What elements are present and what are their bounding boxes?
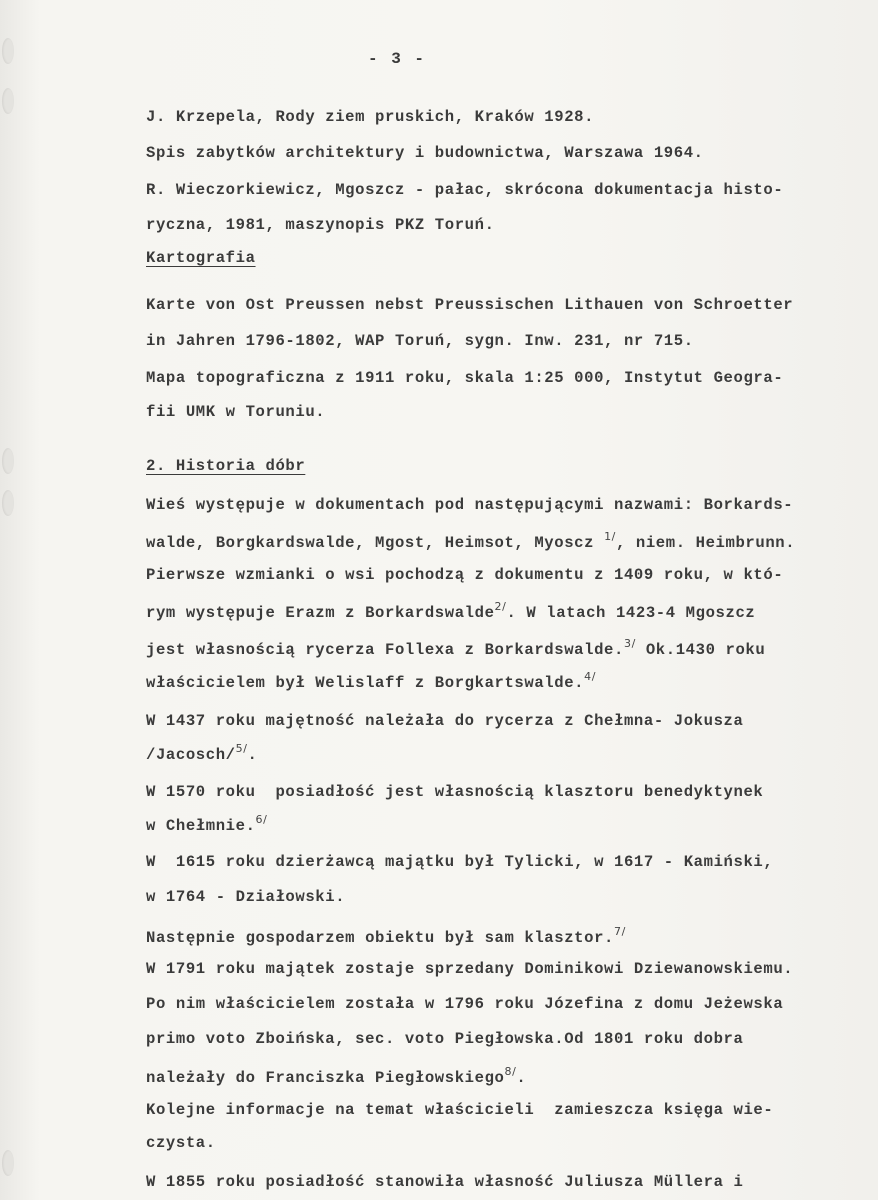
footnote-marker: 6/ bbox=[255, 813, 268, 826]
cartography-line: Karte von Ost Preussen nebst Preussischen Lithauen von Schroetter bbox=[146, 296, 794, 314]
history-line: Pierwsze wzmianki o wsi pochodzą z dokumentu z 1409 roku, w któ- bbox=[146, 566, 784, 584]
history-line: należały do Franciszka Piegłowskiego$^{8/}$. bbox=[146, 1065, 527, 1087]
bibliography-line: R. Wieczorkiewicz, Mgoszcz - pałac, skrócona dokumentacja histo- bbox=[146, 181, 784, 199]
section-heading-cartography: Kartografia bbox=[146, 249, 256, 267]
history-line: W 1855 roku posiadłość stanowiła własność Juliusza Müllera i bbox=[146, 1173, 744, 1191]
page-number: - 3 - bbox=[368, 50, 427, 68]
history-line: W 1437 roku majętność należała do rycerza z Chełmna- Jokusza bbox=[146, 712, 744, 730]
history-line: walde, Borgkardswalde, Mgost, Heimsot, Myoscz $^{1/}$, niem. Heimbrunn. bbox=[146, 530, 796, 552]
section-heading-history: 2. Historia dóbr bbox=[146, 457, 306, 475]
footnote-marker: 7/ bbox=[614, 925, 626, 938]
history-line: W 1615 roku dzierżawcą majątku był Tylicki, w 1617 - Kamiński, bbox=[146, 853, 774, 871]
cartography-line: Mapa topograficzna z 1911 roku, skala 1:25 000, Instytut Geogra- bbox=[146, 369, 784, 387]
footnote-marker: 1/ bbox=[604, 530, 616, 543]
cartography-line: fii UMK w Toruniu. bbox=[146, 403, 326, 421]
bibliography-line: Spis zabytków architektury i budownictwa, Warszawa 1964. bbox=[146, 144, 704, 162]
history-line: Wieś występuje w dokumentach pod następującymi nazwami: Borkards- bbox=[146, 496, 794, 514]
history-line: jest własnością rycerza Follexa z Borkardswalde.$^{3/}$ Ok.1430 roku bbox=[146, 637, 766, 659]
history-line: w Chełmnie.$^{6/}$ bbox=[146, 813, 268, 835]
footnote-marker: 2/ bbox=[494, 600, 507, 613]
bibliography-line: J. Krzepela, Rody ziem pruskich, Kraków 1928. bbox=[146, 108, 595, 126]
bibliography-line: ryczna, 1981, maszynopis PKZ Toruń. bbox=[146, 216, 495, 234]
punch-hole-mark bbox=[2, 38, 14, 64]
history-line: Po nim właścicielem została w 1796 roku Józefina z domu Jeżewska bbox=[146, 995, 784, 1013]
history-line: primo voto Zboińska, sec. voto Piegłowska.Od 1801 roku dobra bbox=[146, 1030, 744, 1048]
punch-hole-mark bbox=[2, 88, 14, 114]
punch-hole-mark bbox=[2, 448, 14, 474]
footnote-marker: 4/ bbox=[584, 670, 597, 683]
punch-hole-mark bbox=[2, 490, 14, 516]
history-line: Kolejne informacje na temat właścicieli zamieszcza księga wie- bbox=[146, 1101, 774, 1119]
footnote-marker: 5/ bbox=[235, 742, 248, 755]
cartography-line: in Jahren 1796-1802, WAP Toruń, sygn. Inw. 231, nr 715. bbox=[146, 332, 694, 350]
footnote-marker: 8/ bbox=[504, 1065, 517, 1078]
footnote-marker: 3/ bbox=[623, 637, 636, 650]
history-line: Następnie gospodarzem obiektu był sam klasztor.$^{7/}$ bbox=[146, 925, 626, 947]
history-line: czysta. bbox=[146, 1134, 216, 1152]
history-line: właścicielem był Welislaff z Borgkartswalde.$^{4/}$ bbox=[146, 670, 597, 692]
history-line: w 1764 - Działowski. bbox=[146, 888, 346, 906]
history-line: W 1791 roku majątek zostaje sprzedany Dominikowi Dziewanowskiemu. bbox=[146, 960, 794, 978]
history-line: W 1570 roku posiadłość jest własnością klasztoru benedyktynek bbox=[146, 783, 764, 801]
history-line: rym występuje Erazm z Borkardswalde$^{2/}$. W latach 1423-4 Mgoszcz bbox=[146, 600, 756, 622]
history-line: /Jacosch/$^{5/}$. bbox=[146, 742, 258, 764]
punch-hole-mark bbox=[2, 1150, 14, 1176]
